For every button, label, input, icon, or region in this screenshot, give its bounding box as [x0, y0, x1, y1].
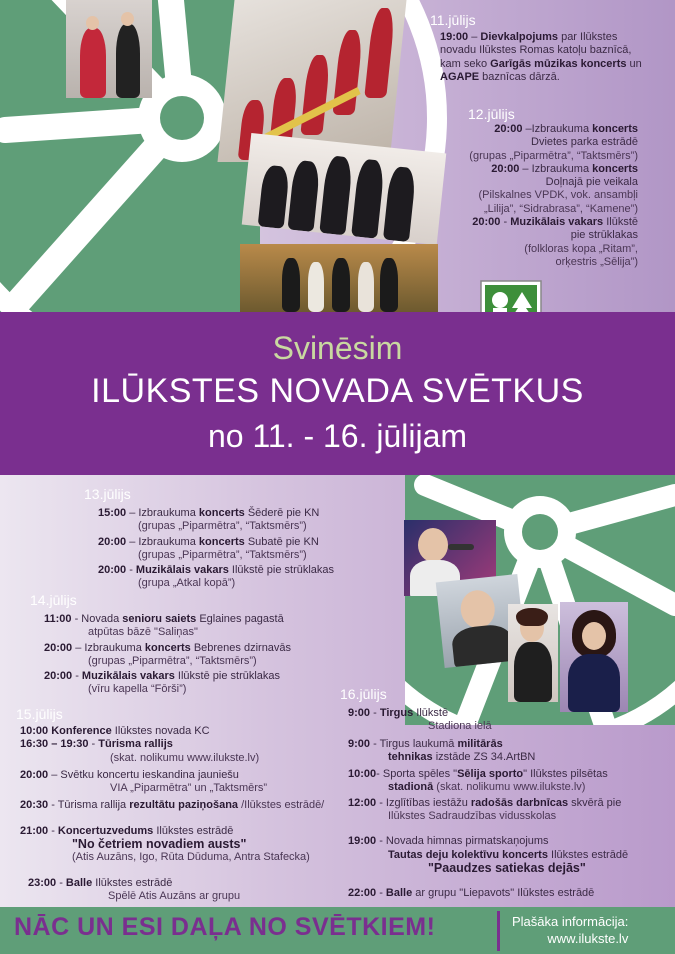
day-16-event-4: 12:00 - Izglītības iestāžu radošās darbnīcas skvērā pie Ilūkstes Sadraudzības vidusskolas — [348, 796, 622, 823]
headline-event-name: ILŪKSTES NOVADA SVĒTKUS — [91, 372, 584, 410]
event-time: 19:00 — [440, 31, 469, 43]
day-16-event-3: 10:00- Sporta spēles "Sēlija sporto" Ilūkstes pilsētas stadionā (skat. nolikumu www.ilukste.lv) — [348, 768, 608, 794]
headline-celebrate: Svinēsim — [272, 330, 403, 366]
day-15-event-5: 21:00 - Koncertuzvedums Ilūkstes estrādē "No četriem novadiem austs" (Atis Auzāns, Igo, Rūta Dūduma, Antra Stafecka) — [20, 824, 310, 864]
day-14-title: 14.jūlijs — [30, 592, 77, 608]
day-12-title: 12.jūlijs — [468, 106, 515, 122]
info-url-link[interactable]: www.ilukste.lv — [547, 931, 629, 946]
day-16-event-1: 9:00 - Tirgus Ilūkstē Stadiona ielā — [348, 707, 492, 733]
day-14-block — [30, 592, 370, 697]
day-11-block — [426, 12, 652, 84]
day-13-event-3: 20:00 - Muzikālais vakars Ilūkstē pie strūklakas (grupa „Atkal kopā”) — [98, 564, 335, 590]
day-16-title: 16.jūlijs — [340, 686, 387, 702]
day-12-event-3: 20:00 - Muzikālais vakars Ilūkstē pie strūklakas (folkloras kopa „Ritam”, orķestris „Sēlija”) — [472, 216, 638, 268]
day-15-title: 15.jūlijs — [16, 706, 63, 722]
day-11-title: 11.jūlijs — [430, 12, 476, 28]
day-14-event-2: 20:00 – Izbraukuma koncerts Bebrenes dzirnavās (grupas „Piparmētra”, “Taktsmērs”) — [44, 641, 292, 667]
day-13-event-2: 20:00 – Izbraukuma koncerts Subatē pie KN (grupas „Piparmētra”, “Taktsmērs”) — [98, 535, 319, 561]
day-15-event-2: 16:30 – 19:30 - Tūrisma rallijs (skat. nolikumu www.ilukste.lv) — [20, 738, 260, 764]
photo-folk-dancers — [66, 0, 152, 98]
day-15-event-6: 23:00 - Balle Ilūkstes estrādē Spēlē Atis Auzāns ar grupu — [28, 876, 241, 902]
day-16-block — [340, 686, 660, 901]
day-15-block — [16, 706, 346, 903]
day-14-event-1: 11:00 - Novada senioru saiets Eglaines pagastā atpūtas bāzē "Saliņas" — [44, 613, 284, 639]
footer-info — [512, 913, 628, 947]
day-15-event-4: 20:30 - Tūrisma rallija rezultātu paziņošana /Ilūkstes estrādē/ — [20, 799, 325, 812]
day-12-event-2: 20:00 – Izbraukuma koncerts Doļnajā pie veikala (Pilskalnes VPDK, vok. ansambļi „Lilija”, “Sidrabrasa”, “Kamene”) — [478, 162, 638, 215]
day-11-event-1: 19:00 – Dievkalpojums par Ilūkstes novadu Ilūkstes Romas katoļu baznīcā, kam seko Garīgās mūzikas koncerts un AGAPE baznīcas dārzā. — [440, 31, 642, 83]
day-16-event-5: 19:00 - Novada himnas pirmatskaņojums Tautas deju kolektīvu koncerts Ilūkstes estrādē "Paaudzes satiekas dejās" — [348, 835, 629, 875]
photo-brass-band — [217, 0, 406, 162]
photo-band-outdoor — [240, 244, 438, 312]
footer-slogan: NĀC UN ESI DAĻA NO SVĒTKIEM! — [14, 913, 436, 941]
info-label: Plašāka informācija: — [512, 914, 629, 929]
day-12-event-1: 20:00 –Izbraukuma koncerts Dvietes parka estrādē (grupas „Piparmētra”, “Taktsmērs”) — [469, 123, 638, 162]
day-13-block — [84, 486, 384, 591]
day-13-event-1: 15:00 – Izbraukuma koncerts Šēderē pie KN (grupas „Piparmētra”, “Taktsmērs”) — [98, 507, 320, 533]
day-12-block — [440, 106, 652, 269]
day-14-event-3: 20:00 - Muzikālais vakars Ilūkstē pie strūklakas (vīru kapella “Fōrši”) — [44, 670, 281, 696]
day-16-event-6: 22:00 - Balle ar grupu "Liepavots" Ilūkstes estrādē — [348, 887, 595, 900]
footer-divider — [497, 911, 500, 951]
day-16-event-2: 9:00 - Tirgus laukumā militārās tehnikas izstāde ZS 34.ArtBN — [348, 737, 536, 763]
day-15-event-1: 10:00 Konference Ilūkstes novada KC — [20, 725, 210, 737]
headline-dates: no 11. - 16. jūlijam — [207, 418, 468, 454]
day-13-title: 13.jūlijs — [84, 486, 131, 502]
day-15-event-3: 20:00 – Svētku koncertu ieskandina jauniešu VIA „Piparmētra” un „Taktsmērs” — [20, 768, 268, 795]
